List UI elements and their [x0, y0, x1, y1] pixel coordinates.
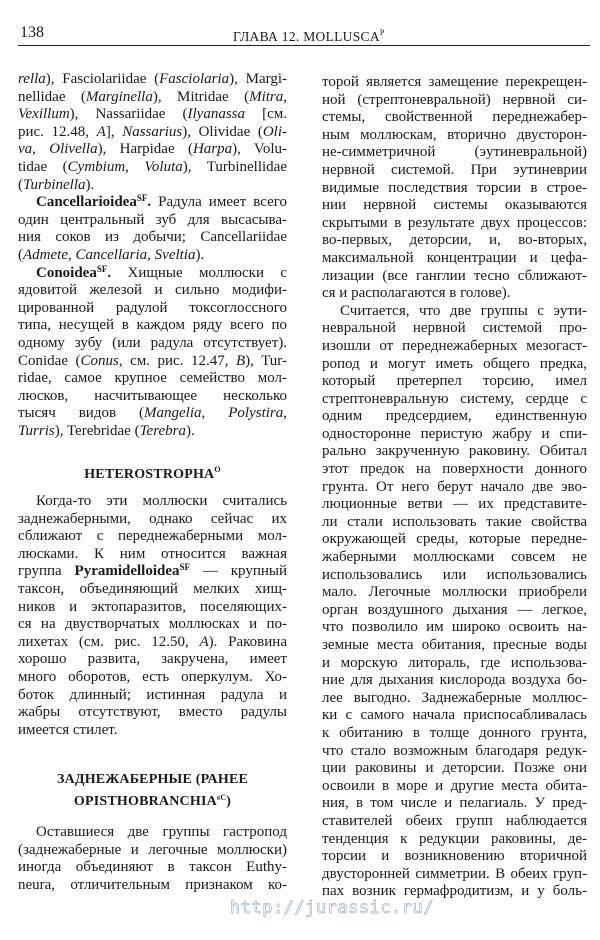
text-line — [18, 124, 287, 142]
text-run: ), Terebridae ( — [54, 422, 140, 439]
text-line — [18, 511, 287, 529]
text-block-b — [18, 493, 287, 739]
text-run: лихетах (см. рис. 12.50, — [18, 633, 200, 650]
text-run: , — [283, 405, 287, 422]
text-run: ), Fasciolariidae ( — [45, 71, 160, 87]
text-run: нии нервной системы оказываются — [322, 197, 587, 214]
text-line — [322, 707, 587, 725]
text-run: ки с самого начала приспосабливалась — [322, 707, 587, 724]
text-line — [18, 265, 287, 283]
text-line — [322, 391, 587, 409]
text-line — [18, 687, 287, 705]
text-run: ). — [195, 246, 205, 263]
text-line — [322, 690, 587, 708]
text-run: , — [201, 405, 229, 422]
text-line — [322, 602, 587, 620]
text-run: (заднежаберные и легочные моллюски) — [18, 841, 287, 858]
text-line — [18, 300, 287, 318]
text-line — [18, 722, 287, 740]
text-line — [322, 109, 587, 127]
text-line — [18, 546, 287, 564]
text-line — [18, 405, 287, 423]
italic-term: Mitra — [249, 88, 284, 105]
text-run: , — [125, 158, 145, 175]
text-run: цированной радулой токсоглоссного — [18, 299, 287, 316]
text-run: односторонне перистую жабру и спи- — [322, 425, 587, 442]
text-run: ным моллюскам, вторично двусторон- — [322, 126, 587, 143]
text-line — [18, 563, 287, 581]
text-run: ние для дыхания кислорода воздуха бо- — [322, 672, 587, 689]
text-run: боток длинный; истинная радула и — [18, 686, 287, 703]
text-line — [18, 317, 287, 335]
text-line — [322, 637, 587, 655]
text-line — [18, 282, 287, 300]
text-line — [322, 831, 587, 849]
text-run: ). — [85, 176, 95, 193]
text-run: один центральный зуб для высасыва- — [18, 211, 287, 228]
text-run: Хищные моллюски с — [127, 264, 287, 281]
text-run: Когда-то эти моллюски считались — [36, 493, 287, 509]
text-run: пах возник гермафродитизм, и у боль- — [322, 883, 587, 900]
italic-term: Olivella — [49, 141, 98, 158]
text-line — [322, 866, 587, 884]
text-run: рально закрученную раковину. Обитал — [322, 443, 587, 460]
text-run: видимые последствия торсии в строе- — [322, 179, 587, 196]
text-run: освоили в море и другие места обита- — [322, 777, 587, 794]
text-run: стемы, свойственной переднежабер- — [322, 109, 587, 126]
text-run: ли стали использовать такие свойства — [322, 513, 587, 530]
text-run: скрытыми в результате двух процессов: — [322, 214, 587, 231]
text-run: и морскую литораль, где использова- — [322, 654, 587, 671]
italic-term: Harpa — [192, 141, 233, 158]
text-line — [18, 877, 287, 895]
text-run: люсков, насчитывающее несколько — [18, 387, 287, 404]
superscript: SF — [136, 194, 148, 204]
text-line — [322, 531, 587, 549]
text-line — [18, 599, 287, 617]
text-line — [322, 584, 587, 602]
text-line — [18, 212, 287, 230]
text-line — [18, 528, 287, 546]
text-run: neura, отличительным признаком ко- — [18, 876, 287, 893]
text-run: стрептоневральную систему, сердце с — [322, 390, 587, 407]
text-run: много оборотов, есть оперкулум. Хо- — [18, 668, 287, 685]
superscript: SF — [179, 563, 191, 573]
text-run: одному зубу (или радула отсутствует). — [18, 334, 287, 351]
text-run: ( — [18, 246, 23, 263]
text-line — [18, 493, 287, 511]
text-run: , — [32, 141, 50, 158]
running-title — [233, 24, 385, 46]
text-run: ), Olividae ( — [182, 123, 263, 140]
text-line — [322, 479, 587, 497]
text-run: заднежаберными, однако сейчас их — [18, 510, 287, 527]
text-line — [18, 194, 287, 212]
text-run: лизации (все ганглии тесно сближают- — [322, 267, 587, 284]
text-line — [322, 303, 587, 321]
text-run: ), Volu- — [232, 141, 287, 158]
heading-close: ) — [226, 794, 232, 810]
text-run: изошли от переднежаберных мезогаст- — [322, 337, 587, 354]
italic-term: Turris — [18, 422, 55, 439]
text-run: Радула имеет всего — [158, 194, 287, 211]
text-run: ), Turbinellidae — [182, 158, 287, 175]
text-run: тысяч видов ( — [18, 405, 145, 422]
text-run: , — [67, 246, 76, 263]
text-run: хорошо развита, закручена, имеет — [18, 651, 287, 668]
text-run: tidae ( — [18, 158, 68, 175]
text-line — [322, 426, 587, 444]
italic-term: Conus — [80, 352, 119, 369]
text-run: ядовитой железой и сильно модифи- — [18, 282, 287, 299]
bold-term: Cancellarioidea — [36, 194, 137, 211]
heading-text: OPISTHOBRANCHIA — [73, 794, 217, 810]
text-run: орган воздушного дыхания — легкое, — [322, 601, 587, 618]
text-line — [322, 408, 587, 426]
text-run: тенденция к редукции раковины, де- — [322, 830, 587, 847]
text-line — [18, 106, 287, 124]
text-run: типа, несущей в каждом ряду всего по — [18, 317, 287, 334]
text-block-c — [18, 824, 287, 894]
text-line — [18, 71, 287, 89]
text-line — [18, 616, 287, 634]
italic-term: Admete — [23, 246, 68, 263]
text-run: ). Раковина — [208, 633, 287, 650]
running-title-sup: P — [379, 28, 385, 37]
text-run: ], — [105, 123, 123, 140]
text-run: во-первых, деторсии, и, во-вторых, — [322, 232, 587, 249]
text-line — [18, 669, 287, 687]
text-line — [18, 370, 287, 388]
italic-term: Ilyanassa — [187, 106, 246, 123]
italic-term: Cancellaria — [75, 246, 148, 263]
text-line — [322, 514, 587, 532]
text-run: земные места обитания, пресные воды — [322, 637, 587, 653]
text-run: ся на двустворчатых моллюсках и по- — [18, 616, 287, 633]
text-run: ), Margi- — [229, 71, 287, 87]
text-run: невральной нервной системой про- — [322, 320, 587, 337]
bold-term: . — [107, 264, 128, 281]
text-line — [322, 813, 587, 831]
text-run: ся и располагаются в голове). — [322, 285, 511, 302]
text-run: ции раковины и деторсии. Позже они — [322, 760, 587, 777]
text-run: ), Harpidae ( — [97, 141, 193, 158]
text-run: максимальной концентрации и цефа- — [322, 249, 587, 266]
text-line — [322, 725, 587, 743]
text-run: двусторонней симметрии. В обеих груп- — [322, 865, 587, 882]
text-run: что позволило им широко освоить на- — [322, 619, 587, 636]
text-line — [322, 338, 587, 356]
text-run: к обитанию в толще донного грунта, — [322, 724, 587, 741]
text-line — [322, 655, 587, 673]
italic-term: va — [18, 141, 33, 158]
text-run: — крупный — [190, 563, 287, 580]
italic-term: Terebra — [139, 422, 186, 439]
text-run: ), Tur- — [245, 352, 287, 369]
italic-term: Vexillum — [18, 106, 70, 123]
text-run: таксон, объединяющий мелких хищ- — [18, 580, 287, 597]
text-run: , — [147, 246, 155, 263]
text-line — [18, 159, 287, 177]
text-line — [322, 74, 587, 92]
text-run: не-симметричной (эутиневральной) — [322, 144, 587, 161]
text-line — [18, 89, 287, 107]
text-line — [322, 285, 587, 303]
italic-term: A — [199, 633, 209, 650]
text-run: окружающей среды, которые передне- — [322, 531, 587, 548]
text-run: ), Nassariidae ( — [69, 106, 188, 123]
text-line — [18, 177, 287, 195]
page-number: 138 — [20, 24, 44, 41]
text-run: что стало возможным благодаря редук- — [322, 742, 587, 759]
heading-sup: sC — [216, 792, 227, 802]
text-line — [322, 356, 587, 374]
text-line — [322, 250, 587, 268]
text-line — [18, 651, 287, 669]
text-run: торой является замещение перекрещен- — [322, 74, 587, 90]
text-run: Оставшиеся две группы гастропод — [36, 824, 287, 840]
text-line — [18, 824, 287, 842]
text-run: нервной системой. При эутиневрии — [322, 161, 587, 178]
italic-term: Turbinella — [23, 176, 86, 193]
text-run: ). — [185, 422, 195, 439]
italic-term: Cymbium — [67, 158, 126, 175]
italic-term: Mangelia — [144, 405, 202, 422]
text-line — [322, 215, 587, 233]
text-line — [18, 141, 287, 159]
text-run: ridae, самое крупное семейство мол- — [18, 370, 287, 387]
heading-line-2 — [18, 789, 287, 811]
italic-term: A — [96, 123, 106, 140]
watermark: http://jurassic.ru/ — [230, 898, 434, 918]
bold-term: . — [147, 194, 159, 211]
text-run: группа — [18, 563, 75, 580]
italic-term: Polystira — [228, 405, 284, 422]
bold-term: Conoidea — [36, 264, 97, 281]
text-run: жаберными моллюсками совсем не — [322, 549, 587, 566]
text-line — [18, 581, 287, 599]
text-line — [322, 268, 587, 286]
text-line — [322, 320, 587, 338]
text-line — [322, 197, 587, 215]
italic-term: Sveltia — [154, 246, 196, 263]
text-line — [322, 743, 587, 761]
text-run: ропод и могут иметь общего предка, — [322, 355, 587, 372]
text-run: люсками. К ним относится важная — [18, 545, 287, 562]
header-rule — [18, 45, 590, 46]
text-run: который претерпел торсию, имел — [322, 373, 587, 390]
text-line — [322, 461, 587, 479]
text-run: люционные ветви — их представите- — [322, 496, 587, 513]
superscript: SF — [96, 264, 108, 274]
section-heading-heterostropha — [18, 461, 287, 483]
text-run: иногда объединяют в таксон Euthy- — [18, 859, 287, 876]
text-line — [18, 247, 287, 265]
text-run: [см. — [245, 106, 287, 123]
text-line — [322, 443, 587, 461]
text-run: Conidae ( — [18, 352, 81, 369]
italic-term: Voluta — [144, 158, 183, 175]
text-line — [18, 704, 287, 722]
italic-term: Oli- — [262, 123, 287, 140]
text-run: одним предсердием, единственную — [322, 408, 587, 425]
text-line — [18, 423, 287, 441]
text-line — [18, 229, 287, 247]
text-run: , см. рис. 12.47, — [118, 352, 236, 369]
italic-term: Nassarius — [122, 123, 183, 140]
text-line — [322, 672, 587, 690]
text-line — [322, 760, 587, 778]
text-line — [322, 549, 587, 567]
text-run: Считается, что две группы с эути- — [340, 302, 587, 319]
text-line — [322, 162, 587, 180]
text-run: ния соков из добычи; Cancellariidae — [18, 229, 287, 246]
text-line — [322, 92, 587, 110]
heading-sup: O — [214, 465, 221, 474]
text-line — [322, 567, 587, 585]
text-line — [18, 353, 287, 371]
text-block-a — [18, 71, 287, 440]
text-line — [18, 335, 287, 353]
text-run: грунта. От него берут начало две эво- — [322, 478, 587, 495]
text-run: торсии и возникновению вторичной — [322, 848, 587, 865]
text-run: имеется стилет. — [18, 721, 118, 738]
text-line — [322, 778, 587, 796]
text-run: сближают с переднежаберными мол- — [18, 528, 287, 545]
text-run: ставителей обеих групп наблюдается — [322, 812, 587, 829]
text-run: рис. 12.48, — [18, 123, 97, 140]
section-heading-opisthobranchia — [18, 771, 287, 811]
italic-term: rella — [18, 71, 46, 87]
text-line — [322, 795, 587, 813]
text-line — [18, 859, 287, 877]
heading-text: HETEROSTROPHA — [84, 466, 215, 482]
text-line — [322, 180, 587, 198]
text-run: ния, в том числе и пелагиаль. У пред- — [322, 795, 587, 812]
text-line — [18, 388, 287, 406]
running-title-text: ГЛАВА 12. MOLLUSCA — [233, 28, 380, 44]
text-run: жабры отсутствуют, вместо радулы — [18, 704, 287, 721]
text-line — [18, 634, 287, 652]
text-line — [322, 232, 587, 250]
italic-term: Fasciolaria — [159, 71, 230, 87]
heading-line-1: ЗАДНЕЖАБЕРНЫЕ (РАНЕЕ — [56, 772, 249, 787]
italic-term: B — [236, 352, 246, 369]
text-line — [322, 373, 587, 391]
text-line — [18, 842, 287, 860]
text-run: мало. Легочные моллюски приобрели — [322, 584, 587, 601]
text-run: ников и эктопаразитов, поселяющих- — [18, 598, 287, 615]
text-run: использовались или использовались — [322, 566, 587, 583]
text-line — [322, 144, 587, 162]
text-line — [322, 619, 587, 637]
text-line — [322, 848, 587, 866]
text-run: , — [283, 88, 287, 105]
italic-term: Marginella — [85, 88, 153, 105]
text-run: ( — [18, 176, 23, 193]
text-run: лее выгодно. Заднежаберные моллюс- — [322, 689, 587, 706]
text-line — [322, 127, 587, 145]
text-line — [322, 496, 587, 514]
text-run: этот предок на поверхности донного — [322, 461, 587, 478]
text-run: nellidae ( — [18, 88, 86, 105]
bold-term: Pyramidelloidea — [74, 563, 180, 580]
text-run: ной (стрептоневральной) нервной си- — [322, 91, 587, 108]
text-run: ), Mitridae ( — [152, 88, 250, 105]
text-block-right — [322, 74, 587, 901]
